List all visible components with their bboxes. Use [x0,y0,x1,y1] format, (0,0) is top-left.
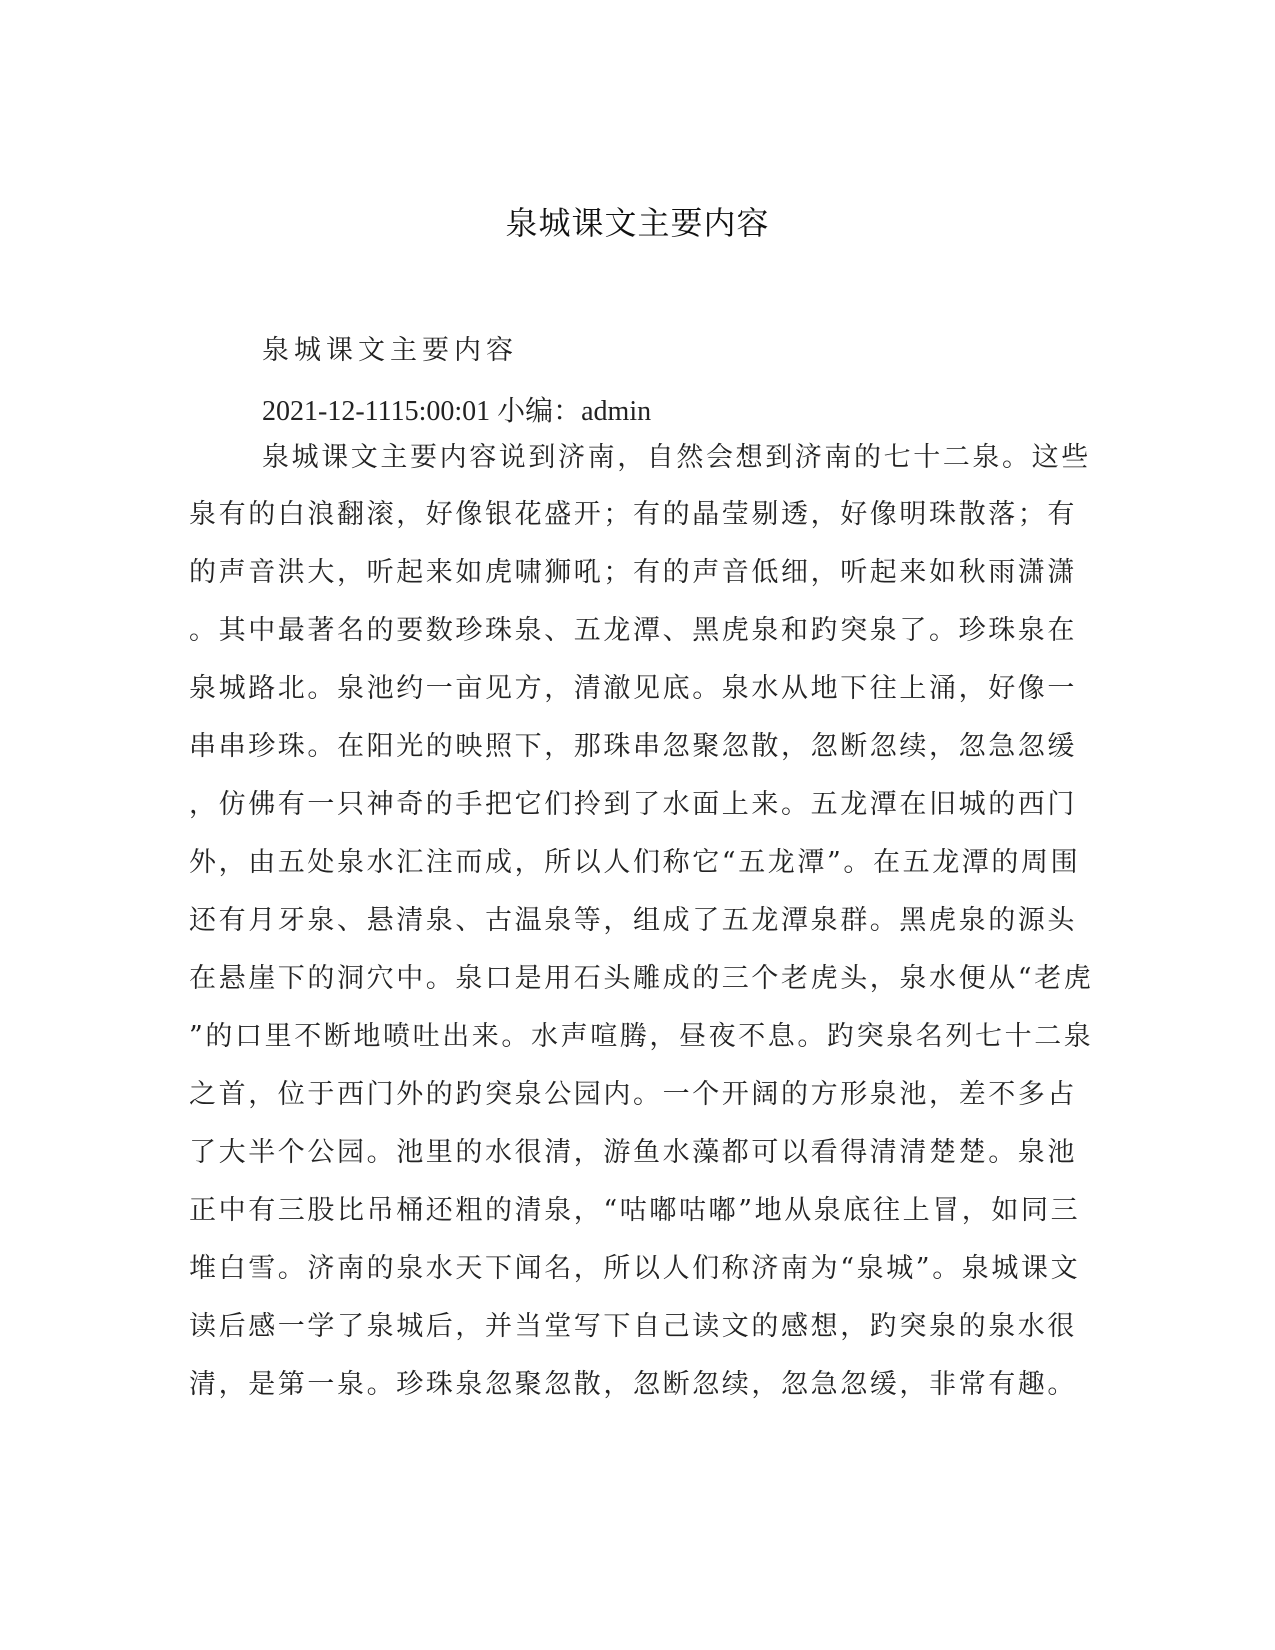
article-heading: 泉城课文主要内容 [262,335,518,366]
body-line: 的声音洪大，听起来如虎啸狮吼；有的声音低细，听起来如秋雨潇潇 [189,557,1077,588]
body-line: 正中有三股比吊桶还粗的清泉，“咕嘟咕嘟”地从泉底往上冒，如同三 [189,1195,1081,1226]
body-line: 串串珍珠。在阳光的映照下，那珠串忽聚忽散，忽断忽续，忽急忽缓 [189,731,1077,762]
document-title: 泉城课文主要内容 [505,204,770,242]
body-line: ”的口里不断地喷吐出来。水声喧腾，昼夜不息。趵突泉名列七十二泉 [189,1021,1094,1052]
body-line: 清，是第一泉。珍珠泉忽聚忽散，忽断忽续，忽急忽缓，非常有趣。 [189,1369,1077,1400]
body-line: 泉有的白浪翻滚，好像银花盛开；有的晶莹剔透，好像明珠散落；有 [189,499,1077,530]
body-line: 。其中最著名的要数珍珠泉、五龙潭、黑虎泉和趵突泉了。珍珠泉在 [189,615,1077,646]
body-line: 外，由五处泉水汇注而成，所以人们称它“五龙潭”。在五龙潭的周围 [189,847,1081,878]
body-line: 泉城路北。泉池约一亩见方，清澈见底。泉水从地下往上涌，好像一 [189,673,1077,704]
body-line: ，仿佛有一只神奇的手把它们拎到了水面上来。五龙潭在旧城的西门 [189,789,1077,820]
body-line: 了大半个公园。池里的水很清，游鱼水藻都可以看得清清楚楚。泉池 [189,1137,1077,1168]
body-line: 还有月牙泉、悬清泉、古温泉等，组成了五龙潭泉群。黑虎泉的源头 [189,905,1077,936]
body-line: 泉城课文主要内容说到济南，自然会想到济南的七十二泉。这些 [262,442,1091,473]
body-line: 之首，位于西门外的趵突泉公园内。一个开阔的方形泉池，差不多占 [189,1079,1077,1110]
body-line: 在悬崖下的洞穴中。泉口是用石头雕成的三个老虎头，泉水便从“老虎 [189,963,1094,994]
body-line: 读后感一学了泉城后，并当堂写下自己读文的感想，趵突泉的泉水很 [189,1311,1077,1342]
article-meta: 2021-12-1115:00:01 小编：admin [262,396,652,427]
body-line: 堆白雪。济南的泉水天下闻名，所以人们称济南为“泉城”。泉城课文 [189,1253,1081,1284]
